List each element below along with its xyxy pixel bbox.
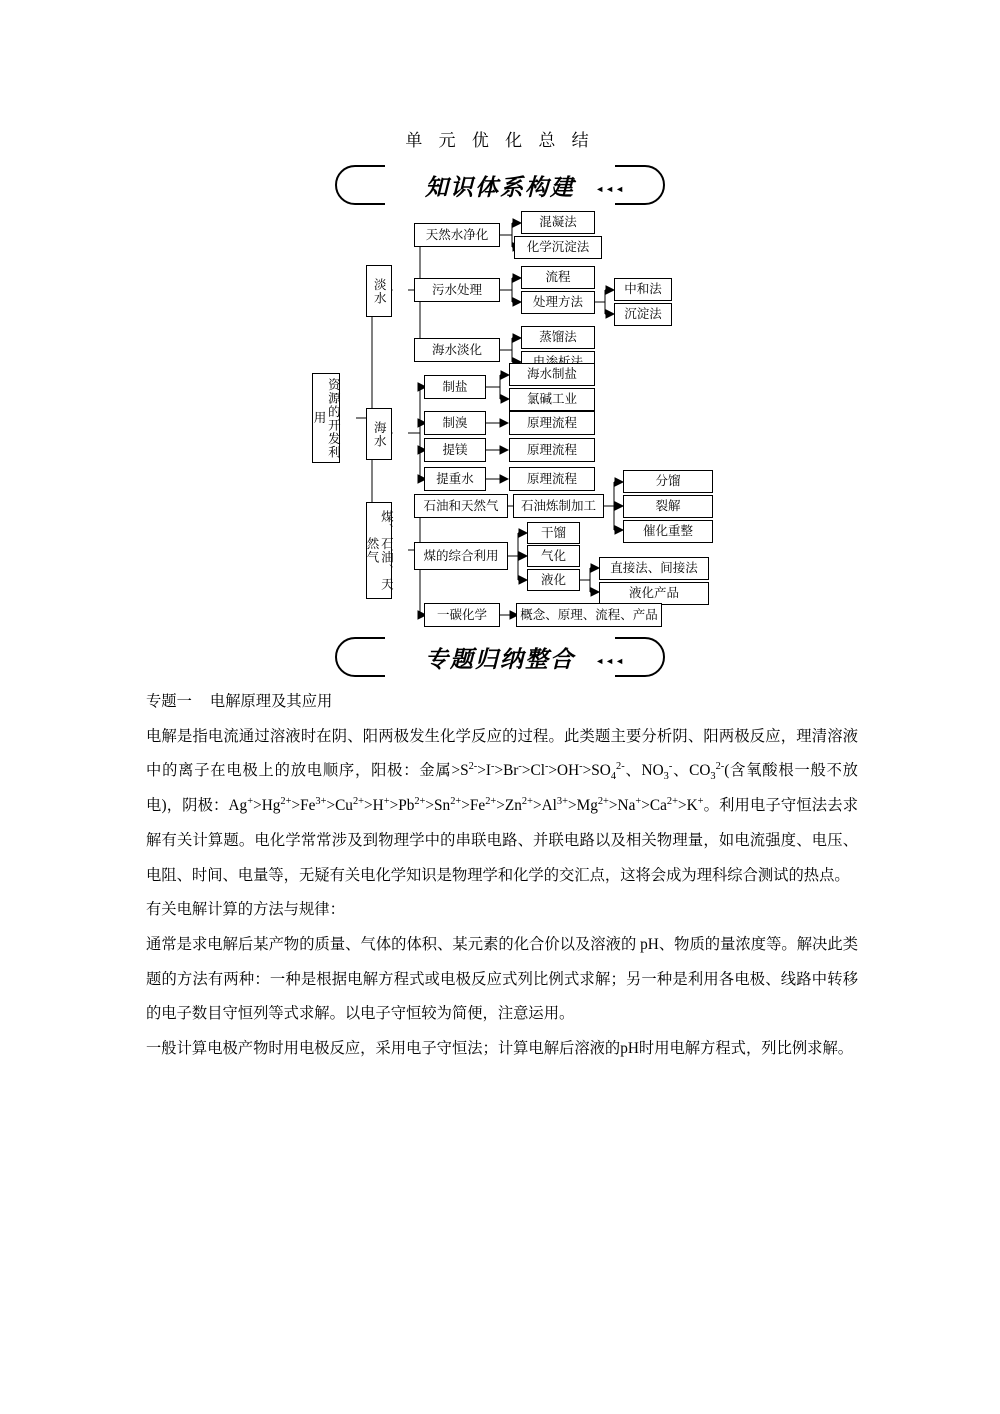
node-precipitation: 沉淀法 (614, 303, 672, 326)
node-cracking: 裂解 (623, 495, 713, 518)
banner-dots-icon-2: ◄◄◄ (595, 656, 625, 666)
sup-i: - (490, 761, 495, 773)
node-seawater-desalination: 海水淡化 (414, 338, 500, 362)
p1-part-w: 。利用电子守恒法去求解有关计算题。电化学常常涉及到物理学中的串联电路、并联电路以及相关物理量，如电流强度、电压、电阻、时间、电量等，无疑有关电化学知识是物理学和化学的交汇点，这将会成为理科综合测试的热点。 (146, 797, 858, 884)
sup-zn: 2+ (521, 796, 533, 808)
topic-label: 专题一 (146, 693, 192, 710)
p1-part-b: >I (477, 762, 491, 780)
node-distillation: 蒸馏法 (521, 326, 595, 349)
node-c1-chemistry: 一碳化学 (424, 603, 500, 627)
sub-so4: 4 (610, 771, 617, 783)
sup-na: + (635, 796, 642, 808)
node-direct-indirect-method: 直接法、间接法 (599, 557, 709, 580)
sup-pb: 2+ (414, 796, 426, 808)
banner-knowledge-label: 知识体系构建 (425, 174, 575, 200)
sup-cu: 2+ (352, 796, 364, 808)
p1-part-v: >K (677, 797, 698, 815)
p1-part-c: >Br (494, 762, 519, 780)
sup-ag: + (247, 796, 254, 808)
p1-part-n: >Pb (389, 797, 415, 815)
p1-part-t: >Na (608, 797, 636, 815)
p1-part-q: >Zn (496, 797, 522, 815)
topic-title: 电解原理及其应用 (209, 693, 333, 710)
node-branch-fresh-water: 淡水 (366, 265, 392, 317)
sup-s2: 2- (468, 761, 478, 773)
node-sewage-treatment: 污水处理 (414, 278, 500, 302)
sup-fe3: 3+ (315, 796, 327, 808)
sup-al: 3+ (556, 796, 568, 808)
paragraph-2: 有关电解计算的方法与规律： (146, 901, 345, 919)
p1-part-s: >Mg (567, 797, 598, 815)
node-coagulation: 混凝法 (521, 211, 595, 234)
node-treatment-methods: 处理方法 (521, 291, 595, 314)
p1-part-f: >SO (582, 762, 611, 780)
node-c1-details: 概念、原理、流程、产品 (516, 603, 662, 627)
node-root: 资源的开发利用 (312, 373, 340, 463)
p1-part-p: >Fe (461, 797, 486, 815)
sup-br: - (518, 761, 522, 773)
node-gasification: 气化 (527, 545, 580, 567)
p1-part-g: 、NO (624, 762, 664, 780)
node-chemical-precipitation: 化学沉淀法 (514, 236, 602, 259)
paragraph-3: 通常是求电解后某产物的质量、气体的体积、某元素的化合价以及溶液的 pH、物质的量浓度等。解决此类题的方法有两种：一种是根据电解方程式或电极反应式列比例式求解；另一种是利用各电极、线路中转移的电子数目守恒列等式求解。以电子守恒较为简便，注意运用。 (146, 936, 858, 1023)
p1-part-a: 电解是指电流通过溶液时在阴、阳两极发生化学反应的过程。此类题主要分析阴、阳两极反应，理清溶液中的离子在电极上的放电顺序，阳极：金属>S (146, 727, 858, 780)
node-seawater-salt: 海水制盐 (509, 363, 595, 386)
sup-ca: 2+ (666, 796, 678, 808)
node-neutralization: 中和法 (614, 278, 672, 301)
p1-part-r: >Al (532, 797, 557, 815)
sub-no3: 3 (663, 771, 669, 783)
node-oil-and-natural-gas: 石油和天然气 (414, 494, 508, 518)
node-coal-comprehensive-use: 煤的综合利用 (414, 542, 508, 570)
p1-part-m: >H (364, 797, 384, 815)
article-body (146, 685, 858, 1067)
node-liquefaction-products: 液化产品 (599, 582, 709, 605)
node-catalytic-reforming: 催化重整 (623, 520, 713, 543)
node-natural-water-purify: 天然水净化 (414, 223, 500, 247)
sup-cl: - (544, 761, 549, 773)
node-branch-sea-water: 海水 (366, 408, 392, 460)
banner-dots-icon: ◄◄◄ (595, 184, 625, 194)
knowledge-diagram (0, 205, 1000, 630)
paragraph-1 (146, 720, 858, 894)
sup-so4: 2- (616, 761, 625, 773)
p1-part-i: (含氧酸根一般不放电)，阴极：Ag (146, 762, 858, 815)
node-magnesium-extraction: 提镁 (424, 438, 486, 462)
banner-topic-label: 专题归纳整合 (425, 646, 575, 672)
p1-part-j: >Hg (253, 797, 281, 815)
p1-part-e: >OH (548, 762, 580, 780)
sup-co3: 2- (715, 761, 725, 773)
node-chlor-alkali-industry: 氯碱工业 (509, 388, 595, 411)
node-bromine-production: 制溴 (424, 411, 486, 435)
p1-part-u: >Ca (641, 797, 667, 815)
topic-heading (146, 685, 858, 720)
node-fractionation: 分馏 (623, 470, 713, 493)
sup-sn: 2+ (450, 796, 462, 808)
page-header: 单 元 优 化 总 结 (405, 131, 595, 150)
p1-part-k: >Fe (291, 797, 316, 815)
node-liquefaction: 液化 (527, 569, 580, 591)
sub-co3: 3 (710, 771, 716, 783)
sup-no3: - (668, 761, 673, 773)
banner-knowledge-system (335, 165, 665, 205)
node-dry-distillation: 干馏 (527, 522, 580, 544)
sup-oh: - (579, 761, 583, 773)
node-salt-making: 制盐 (424, 375, 486, 399)
p1-part-l: >Cu (326, 797, 353, 815)
node-process-flow: 流程 (521, 266, 595, 289)
p1-part-o: >Sn (425, 797, 451, 815)
sup-mg: 2+ (597, 796, 609, 808)
node-principle-flow-magnesium: 原理流程 (509, 438, 595, 462)
node-heavy-water-extraction: 提重水 (424, 467, 486, 491)
banner-topic-summary (335, 637, 665, 677)
paragraph-4: 一般计算电极产物时用电极反应，采用电子守恒法；计算电解后溶液的pH时用电解方程式，列比例求解。 (146, 1040, 854, 1058)
node-oil-refining: 石油炼制加工 (513, 494, 604, 518)
sup-hg: 2+ (280, 796, 292, 808)
p1-part-h: 、CO (672, 762, 711, 780)
sup-k: + (697, 796, 704, 808)
sup-h: + (383, 796, 390, 808)
p1-part-d: >Cl (521, 762, 545, 780)
node-branch-coal-oil-gas: 煤、石油、天然气 (366, 502, 392, 599)
node-principle-flow-heavy-water: 原理流程 (509, 467, 595, 491)
sup-fe2: 2+ (485, 796, 497, 808)
node-principle-flow-bromine: 原理流程 (509, 411, 595, 435)
